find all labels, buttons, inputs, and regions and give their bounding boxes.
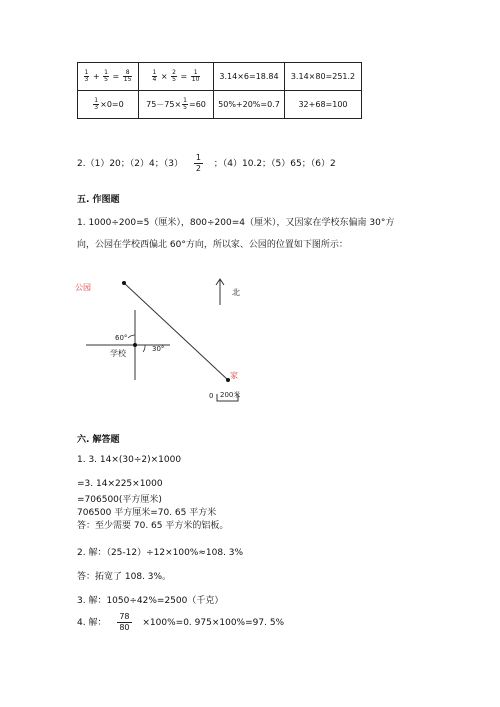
paragraph-line: 1. 1000÷200=5（厘米），800÷200=4（厘米），又因家在学校东偏南 30°方 — [77, 218, 395, 228]
north-label: 北 — [232, 288, 240, 297]
fraction: $\frac{8}{15}$ — [123, 69, 132, 83]
direction-line — [124, 283, 228, 380]
park-point — [122, 281, 126, 285]
table-cell: $\frac{1}{3}$ ×0=0 — [78, 91, 139, 119]
table-cell: 32+68=100 — [285, 91, 362, 119]
paragraph-line: 答：至少需要 70. 65 平方米的铝板。 — [77, 521, 229, 531]
school-point — [133, 343, 137, 347]
table-cell: 3.14×6=18.84 — [214, 63, 285, 91]
paragraph-line: =706500(平方厘米) — [77, 495, 162, 505]
section-title: 六. 解答题 — [77, 435, 120, 445]
scale-label: 200米 — [220, 391, 241, 399]
home-label: 家 — [230, 371, 238, 380]
answer-table — [77, 62, 362, 119]
paragraph-line: 706500 平方厘米=70. 65 平方米 — [77, 508, 217, 518]
fraction: $\frac{1}{3}$ — [94, 97, 99, 111]
table-cell — [78, 63, 139, 91]
paragraph-line: =3. 14×225×1000 — [77, 479, 163, 489]
table-cell — [139, 63, 214, 91]
paragraph-line: 向，公园在学校西偏北 60°方向，所以家、公园的位置如下图所示： — [77, 240, 348, 250]
operator: × — [160, 72, 168, 81]
paragraph-line: 2. 解：（25-12）÷12×100%≈108. 3% — [77, 548, 244, 558]
fraction: $\frac{1}{4}$ — [152, 69, 157, 83]
angle-arc-30 — [143, 345, 145, 352]
fraction: $\frac{1}{5}$ — [183, 97, 187, 111]
table-row — [78, 91, 362, 119]
table-cell: 75－75× $\frac{1}{5}$ =60 — [139, 91, 214, 119]
operator: + — [92, 72, 100, 81]
scale-zero-label: 0 — [209, 392, 214, 400]
paragraph-line: 3. 解：1050÷42%=2500（千克） — [77, 596, 224, 606]
park-label: 公园 — [75, 283, 91, 292]
angle-60-label: 60° — [115, 334, 128, 342]
q2-answer: 2.（1）20；（2）4；（3） $\frac{1}{2}$ ；（4）10.2；（5）65；（6）2 — [77, 153, 336, 173]
angle-arc-60 — [128, 335, 135, 338]
school-label: 学校 — [110, 349, 126, 358]
fraction: $\frac{2}{5}$ — [172, 69, 176, 83]
paragraph-line: 4. 解： $\frac{78}{80}$ ×100%=0. 975×100%=97. 5% — [77, 612, 285, 632]
equals-sign: = — [112, 72, 120, 81]
location-map — [70, 270, 270, 410]
fraction: $\frac{1}{2}$ — [195, 153, 201, 173]
table-cell: 50%+20%=0.7 — [214, 91, 285, 119]
fraction: $\frac{78}{80}$ — [119, 612, 130, 632]
angle-30-label: 30° — [152, 345, 165, 353]
equals-sign: = — [180, 72, 188, 81]
table-row — [78, 63, 362, 91]
fraction: $\frac{1}{10}$ — [191, 69, 200, 83]
paragraph-line: 答：拓宽了 108. 3%。 — [77, 572, 172, 582]
fraction: $\frac{1}{3}$ — [84, 69, 89, 83]
paragraph-line: 1. 3. 14×(30÷2)×1000 — [77, 455, 182, 465]
fraction: $\frac{1}{5}$ — [104, 69, 108, 83]
table-cell: 3.14×80=251.2 — [285, 63, 362, 91]
section-title: 五. 作图题 — [77, 195, 120, 205]
